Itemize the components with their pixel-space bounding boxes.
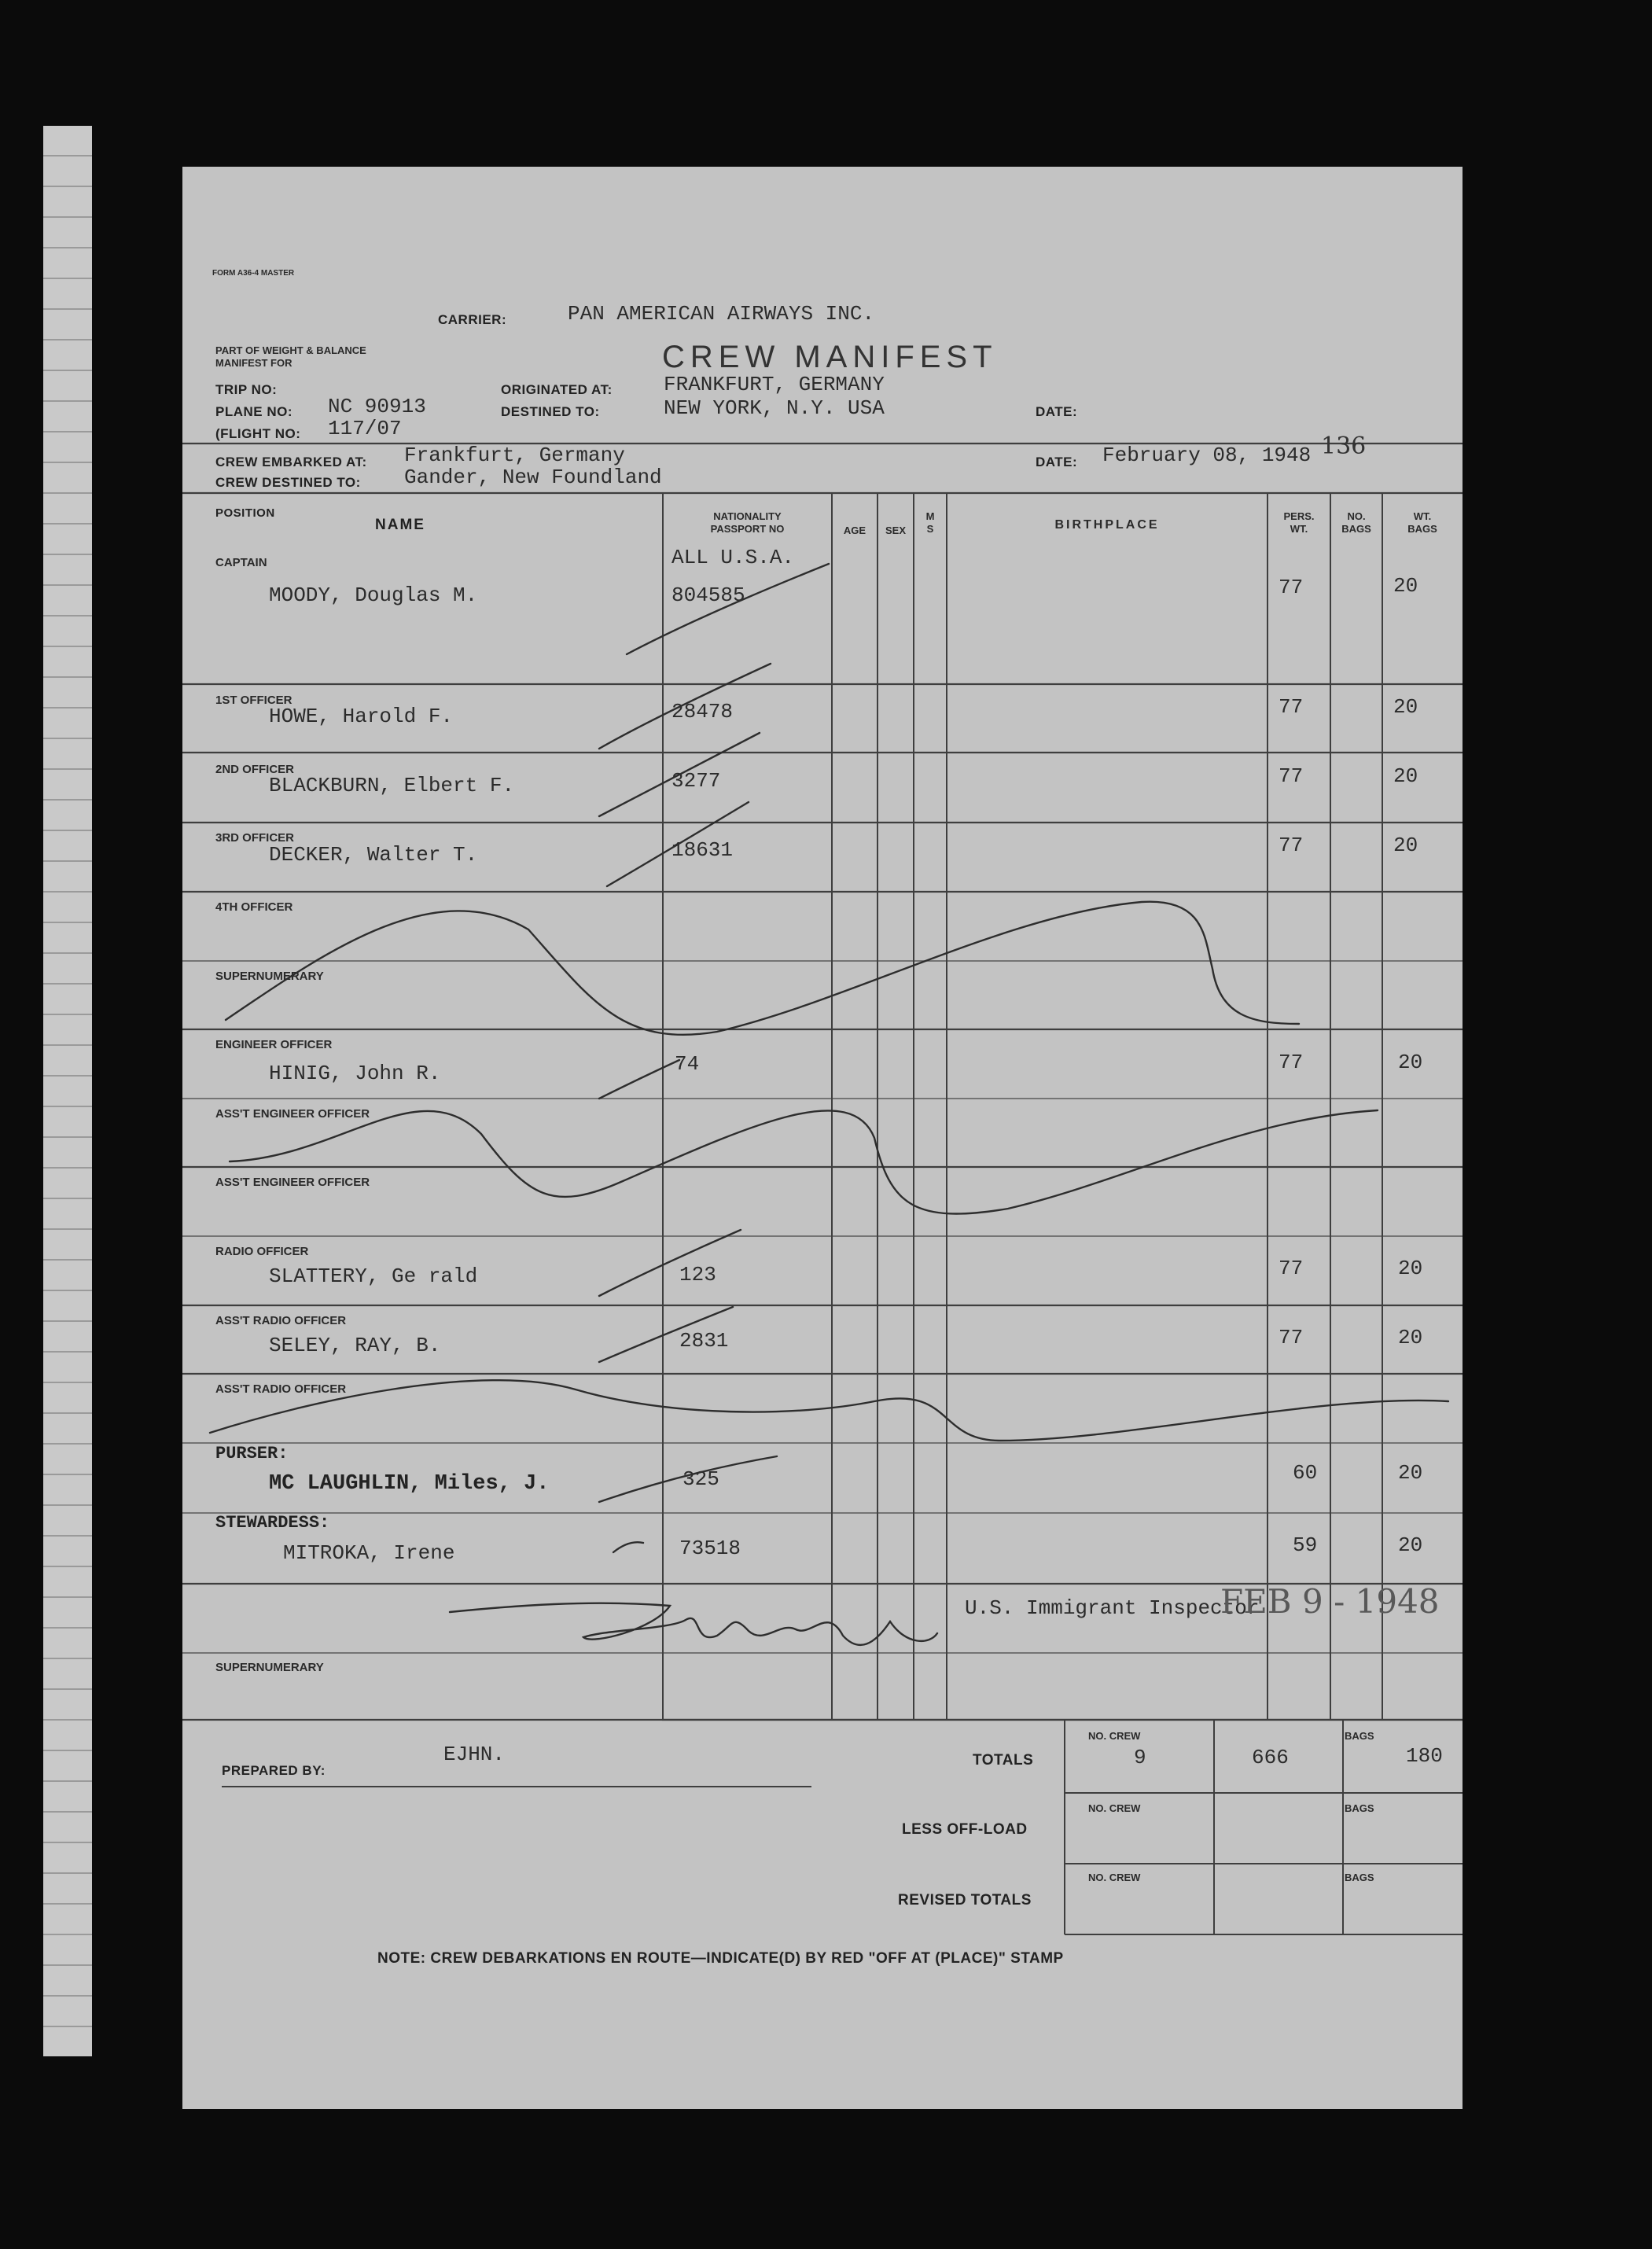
crew-passport: 325 — [683, 1467, 719, 1491]
crew-pers-wt: 77 — [1279, 834, 1304, 857]
flight-no-value: 117/07 — [328, 417, 402, 440]
position-supernumerary: SUPERNUMERARY — [215, 970, 324, 983]
col-marital: M S — [925, 510, 935, 535]
total-bags-value: 180 — [1406, 1744, 1443, 1768]
crew-pers-wt: 77 — [1279, 1257, 1304, 1280]
crew-pers-wt: 59 — [1293, 1533, 1318, 1557]
originated-label: ORIGINATED AT: — [501, 382, 613, 397]
no-crew-label: NO. CREW — [1088, 1730, 1141, 1742]
crew-wt-bags: 20 — [1398, 1533, 1423, 1557]
position-asst-engineer-2: ASS'T ENGINEER OFFICER — [215, 1176, 370, 1189]
microfilm-edge-strip — [43, 126, 92, 2056]
position-2nd-officer: 2ND OFFICER — [215, 763, 295, 776]
destined-value: NEW YORK, N.Y. USA — [664, 396, 885, 420]
form-code: FORM A36-4 MASTER — [212, 269, 295, 278]
col-birthplace: BIRTHPLACE — [1054, 518, 1160, 532]
bags-label: BAGS — [1345, 1802, 1374, 1814]
originated-value: FRANKFURT, GERMANY — [664, 373, 885, 396]
position-asst-radio-1: ASS'T RADIO OFFICER — [215, 1314, 347, 1327]
flight-no-label: (FLIGHT NO: — [215, 426, 301, 441]
crew-passport: 2831 — [679, 1329, 729, 1353]
crew-wt-bags: 20 — [1398, 1461, 1423, 1485]
crew-passport: 3277 — [671, 769, 721, 793]
crew-name: BLACKBURN, Elbert F. — [269, 774, 515, 797]
crew-passport: 123 — [679, 1263, 716, 1286]
carrier-label: CARRIER: — [438, 312, 507, 327]
position-asst-engineer-1: ASS'T ENGINEER OFFICER — [215, 1107, 370, 1121]
crew-pers-wt: 77 — [1279, 1051, 1304, 1074]
position-4th-officer: 4TH OFFICER — [215, 900, 293, 914]
crew-pers-wt: 77 — [1279, 576, 1304, 599]
col-age: AGE — [843, 525, 866, 536]
position-1st-officer: 1ST OFFICER — [215, 694, 293, 707]
crew-name: MC LAUGHLIN, Miles, J. — [269, 1472, 550, 1496]
part-of-label-1: PART OF WEIGHT & BALANCE — [215, 344, 366, 356]
crew-name: SELEY, RAY, B. — [269, 1334, 441, 1357]
position-stewardess: STEWARDESS: — [215, 1513, 330, 1533]
footer-note: NOTE: CREW DEBARKATIONS EN ROUTE—INDICATE(D) BY RED "OFF AT (PLACE)" STAMP — [377, 1950, 1064, 1967]
crew-pers-wt: 60 — [1293, 1461, 1318, 1485]
prepared-by-label: PREPARED BY: — [222, 1763, 326, 1778]
crew-name: MITROKA, Irene — [283, 1541, 455, 1565]
crew-destined-label: CREW DESTINED TO: — [215, 475, 361, 490]
total-weight-value: 666 — [1252, 1746, 1289, 1769]
crew-wt-bags: 20 — [1398, 1326, 1423, 1349]
crew-pers-wt: 77 — [1279, 1326, 1304, 1349]
crew-name: HINIG, John R. — [269, 1062, 441, 1085]
crew-name: HOWE, Harold F. — [269, 705, 454, 728]
crew-pers-wt: 77 — [1279, 764, 1304, 788]
no-crew-label: NO. CREW — [1088, 1872, 1141, 1883]
crew-embarked-label: CREW EMBARKED AT: — [215, 455, 367, 469]
crew-wt-bags: 20 — [1398, 1051, 1423, 1074]
crew-wt-bags: 20 — [1398, 1257, 1423, 1280]
crew-destined-value: Gander, New Foundland — [404, 466, 662, 489]
col-sex: SEX — [885, 525, 906, 536]
destined-label: DESTINED TO: — [501, 404, 600, 419]
crew-wt-bags: 20 — [1393, 574, 1418, 598]
revised-totals-label: REVISED TOTALS — [898, 1892, 1032, 1909]
inspection-date-stamp: FEB 9 - 1948 — [1220, 1582, 1440, 1621]
part-of-label-2: MANIFEST FOR — [215, 357, 293, 369]
less-offload-label: LESS OFF-LOAD — [902, 1821, 1028, 1838]
prepared-by-value: EJHN. — [443, 1743, 506, 1766]
crew-passport: 73518 — [679, 1537, 741, 1560]
trip-no-label: TRIP NO: — [215, 382, 278, 397]
crew-wt-bags: 20 — [1393, 695, 1418, 719]
page-title: CREW MANIFEST — [662, 340, 998, 374]
col-pers-wt: PERS. WT. — [1283, 510, 1315, 535]
pen-marks — [182, 167, 1463, 2109]
crew-passport: 804585 — [671, 583, 745, 607]
sheet-number: 136 — [1321, 432, 1367, 460]
crew-passport: 28478 — [671, 700, 734, 723]
col-nationality: NATIONALITY PASSPORT NO — [710, 510, 785, 535]
crew-name: SLATTERY, Ge rald — [269, 1264, 478, 1288]
col-position: POSITION — [215, 506, 275, 520]
no-crew-label: NO. CREW — [1088, 1802, 1141, 1814]
date-label-1: DATE: — [1036, 404, 1078, 419]
position-3rd-officer: 3RD OFFICER — [215, 831, 295, 845]
plane-no-label: PLANE NO: — [215, 404, 293, 419]
position-asst-radio-2: ASS'T RADIO OFFICER — [215, 1382, 347, 1396]
crew-name: MOODY, Douglas M. — [269, 583, 478, 607]
plane-no-value: NC 90913 — [328, 395, 426, 418]
crew-pers-wt: 77 — [1279, 695, 1304, 719]
position-captain: CAPTAIN — [215, 556, 267, 569]
crew-passport: 18631 — [671, 838, 734, 862]
col-no-bags: NO. BAGS — [1341, 510, 1371, 535]
date-label-2: DATE: — [1036, 455, 1078, 469]
crew-manifest-form — [182, 167, 1463, 2109]
position-radio-officer: RADIO OFFICER — [215, 1245, 309, 1258]
col-wt-bags: WT. BAGS — [1407, 510, 1437, 535]
totals-label: TOTALS — [973, 1752, 1034, 1769]
position-engineer-officer: ENGINEER OFFICER — [215, 1038, 333, 1051]
total-crew-value: 9 — [1134, 1746, 1146, 1769]
col-name: NAME — [375, 517, 425, 533]
crew-name: DECKER, Walter T. — [269, 843, 478, 867]
crew-passport: 74 — [675, 1052, 700, 1076]
crew-wt-bags: 20 — [1393, 764, 1418, 788]
position-supernumerary-2: SUPERNUMERARY — [215, 1661, 324, 1674]
nationality-note: ALL U.S.A. — [671, 546, 795, 569]
inspector-title: U.S. Immigrant Inspector — [965, 1596, 1260, 1620]
bags-label: BAGS — [1345, 1872, 1374, 1883]
position-purser: PURSER: — [215, 1444, 289, 1463]
crew-wt-bags: 20 — [1393, 834, 1418, 857]
carrier-value: PAN AMERICAN AIRWAYS INC. — [568, 302, 875, 326]
date-value: February 08, 1948 — [1102, 444, 1312, 467]
crew-embarked-value: Frankfurt, Germany — [404, 444, 625, 467]
bags-label: BAGS — [1345, 1730, 1374, 1742]
